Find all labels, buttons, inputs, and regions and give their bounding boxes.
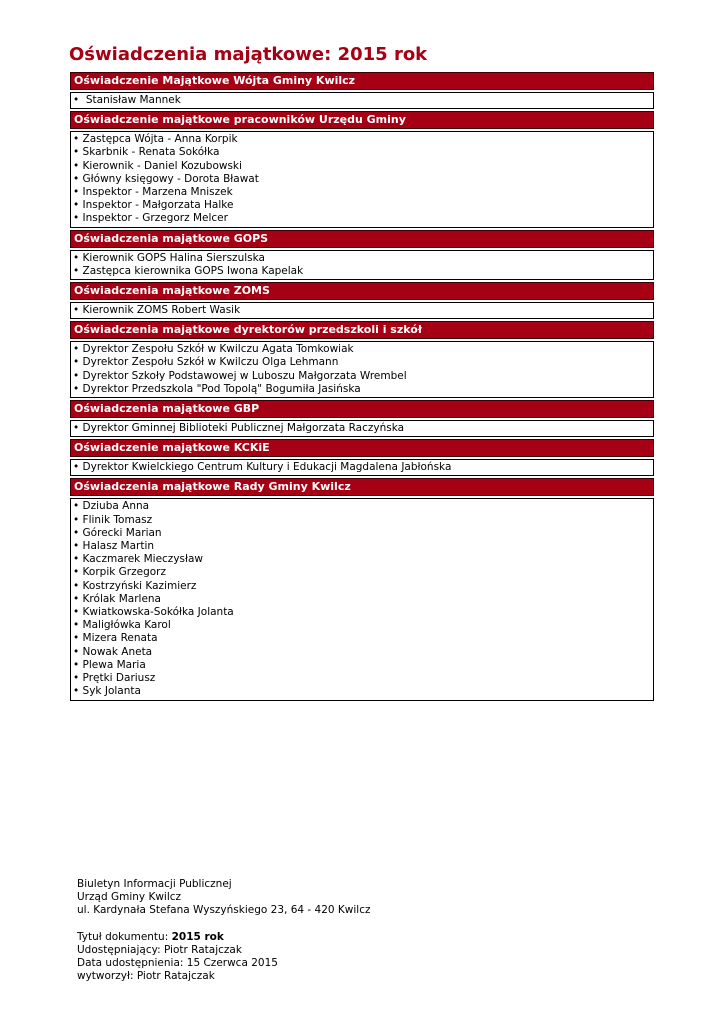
list-item[interactable]: [73, 186, 653, 199]
bullet: •: [73, 619, 80, 632]
bullet: •: [73, 369, 80, 382]
footer-shared-date: Data udostępnienia: 15 Czerwca 2015: [77, 957, 278, 970]
footer-address: ul. Kardynała Stefana Wyszyńskiego 23, 64 - 420 Kwilcz: [77, 904, 371, 917]
section-zoms: [70, 282, 654, 319]
footer-doc-title-value: 2015 rok: [171, 930, 224, 943]
list-item[interactable]: [73, 94, 653, 107]
section-rada-gminy: [70, 478, 654, 700]
section-gops: [70, 230, 654, 280]
list-item[interactable]: [73, 672, 653, 685]
bullet: •: [73, 94, 80, 106]
section-dyrektorzy-szkol: [70, 321, 654, 398]
section-kckie: [70, 439, 654, 476]
list-item-label: Kaczmarek Mieczysław: [82, 553, 204, 566]
section-body: [70, 92, 654, 109]
list-item[interactable]: [73, 383, 653, 396]
bullet: •: [73, 382, 80, 395]
section-body: [70, 302, 654, 319]
section-wojt: [70, 72, 654, 109]
list-item-label: Prętki Dariusz: [82, 672, 156, 685]
section-gbp: [70, 400, 654, 437]
section-header: Oświadczenia majątkowe dyrektorów przedszkoli i szkół: [70, 321, 654, 339]
bullet: •: [73, 500, 80, 513]
list-item[interactable]: [73, 422, 653, 435]
list-item-label: Skarbnik - Renata Sokółka: [82, 146, 220, 159]
list-item[interactable]: [73, 646, 653, 659]
list-item[interactable]: [73, 265, 653, 278]
list-item-label: Dyrektor Zespołu Szkół w Kwilczu Olga Lehmann: [82, 356, 339, 369]
declarations-list: [70, 72, 654, 703]
section-header: Oświadczenia majątkowe GOPS: [70, 230, 654, 248]
bullet: •: [73, 513, 80, 526]
bullet: •: [73, 264, 80, 277]
section-body: [70, 250, 654, 280]
list-item-label: Dyrektor Zespołu Szkół w Kwilczu Agata Tomkowiak: [82, 343, 354, 356]
bullet: •: [73, 304, 80, 317]
bullet: •: [73, 672, 80, 685]
section-header: Oświadczenie Majątkowe Wójta Gminy Kwilcz: [70, 72, 654, 90]
section-body: [70, 420, 654, 437]
list-item-label: Inspektor - Grzegorz Melcer: [82, 212, 228, 225]
footer-shared-by: Udostępniający: Piotr Ratajczak: [77, 943, 242, 956]
list-item-label: Korpik Grzegorz: [82, 566, 166, 579]
bullet: •: [73, 356, 80, 369]
list-item[interactable]: [73, 304, 653, 317]
page-title: Oświadczenia majątkowe: 2015 rok: [69, 44, 428, 65]
bullet: •: [73, 632, 80, 645]
list-item-label: Zastępca kierownika GOPS Iwona Kapelak: [82, 264, 304, 277]
bullet: •: [73, 199, 80, 212]
bullet: •: [73, 606, 80, 619]
list-item-label: Mizera Renata: [82, 632, 158, 645]
list-item[interactable]: [73, 199, 653, 212]
section-body: [70, 131, 654, 227]
list-item-label: Dyrektor Szkoły Podstawowej w Luboszu Małgorzata Wrembel: [82, 369, 407, 382]
list-item[interactable]: [73, 580, 653, 593]
section-header: Oświadczenie majątkowe KCKiE: [70, 439, 654, 457]
list-item-label: Dyrektor Kwielckiego Centrum Kultury i Edukacji Magdalena Jabłońska: [82, 461, 452, 474]
list-item-label: Plewa Maria: [82, 658, 146, 671]
list-item-label: Królak Marlena: [82, 592, 161, 605]
list-item[interactable]: [73, 252, 653, 265]
list-item[interactable]: [73, 659, 653, 672]
list-item[interactable]: [73, 370, 653, 383]
list-item-label: Halasz Martin: [82, 540, 155, 553]
bullet: •: [73, 159, 80, 172]
list-item[interactable]: [73, 212, 653, 225]
list-item-label: Dyrektor Gminnej Biblioteki Publicznej Małgorzata Raczyńska: [82, 422, 405, 435]
list-item[interactable]: [73, 593, 653, 606]
document-footer: [77, 878, 371, 983]
list-item-label: Kierownik - Daniel Kozubowski: [82, 159, 242, 172]
list-item-label: Kierownik ZOMS Robert Wasik: [82, 304, 241, 317]
list-item-label: Główny księgowy - Dorota Bławat: [82, 172, 259, 185]
bullet: •: [73, 685, 80, 698]
list-item[interactable]: [73, 343, 653, 356]
list-item-label: Stanisław Mannek: [85, 94, 181, 106]
bullet: •: [73, 526, 80, 539]
bullet: •: [73, 133, 80, 146]
bullet: •: [73, 540, 80, 553]
bullet: •: [73, 146, 80, 159]
bullet: •: [73, 343, 80, 356]
bullet: •: [73, 579, 80, 592]
list-item[interactable]: [73, 133, 653, 146]
list-item[interactable]: [73, 146, 653, 159]
list-item-label: Maligłówka Karol: [82, 619, 171, 632]
section-header: Oświadczenia majątkowe GBP: [70, 400, 654, 418]
footer-doc-title: [77, 931, 371, 944]
bullet: •: [73, 645, 80, 658]
list-item-label: Flinik Tomasz: [82, 513, 153, 526]
list-item-label: Górecki Marian: [82, 526, 162, 539]
list-item-label: Nowak Aneta: [82, 645, 153, 658]
section-header: Oświadczenia majątkowe ZOMS: [70, 282, 654, 300]
section-urzad-gminy: [70, 111, 654, 227]
list-item-label: Kostrzyński Kazimierz: [82, 579, 197, 592]
list-item[interactable]: [73, 173, 653, 186]
footer-doc-title-label: Tytuł dokumentu:: [77, 930, 172, 943]
bullet: •: [73, 186, 80, 199]
list-item-label: Kierownik GOPS Halina Sierszulska: [82, 251, 265, 264]
list-item-label: Inspektor - Marzena Mniszek: [82, 186, 233, 199]
footer-created-by: wytworzył: Piotr Ratajczak: [77, 970, 215, 983]
list-item[interactable]: [73, 606, 653, 619]
section-body: [70, 341, 654, 398]
bullet: •: [73, 212, 80, 225]
list-item-label: Kwiatkowska-Sokółka Jolanta: [82, 606, 234, 619]
list-item[interactable]: [73, 514, 653, 527]
list-item[interactable]: [73, 527, 653, 540]
section-header: Oświadczenie majątkowe pracowników Urzędu Gminy: [70, 111, 654, 129]
list-item-label: Zastępca Wójta - Anna Korpik: [82, 133, 238, 146]
list-item-label: Syk Jolanta: [82, 685, 141, 698]
list-item[interactable]: [73, 566, 653, 579]
section-header: Oświadczenia majątkowe Rady Gminy Kwilcz: [70, 478, 654, 496]
list-item[interactable]: [73, 356, 653, 369]
list-item[interactable]: [73, 619, 653, 632]
list-item[interactable]: [73, 553, 653, 566]
bullet: •: [73, 461, 80, 474]
list-item-label: Inspektor - Małgorzata Halke: [82, 199, 234, 212]
list-item-label: Dziuba Anna: [82, 500, 150, 513]
list-item-label: Dyrektor Przedszkola "Pod Topolą" Bogumiła Jasińska: [82, 382, 361, 395]
bullet: •: [73, 172, 80, 185]
section-body: [70, 498, 654, 700]
footer-office: Urząd Gminy Kwilcz: [77, 891, 182, 904]
bullet: •: [73, 553, 80, 566]
bullet: •: [73, 251, 80, 264]
bullet: •: [73, 422, 80, 435]
bullet: •: [73, 566, 80, 579]
bullet: •: [73, 592, 80, 605]
list-item[interactable]: [73, 632, 653, 645]
bullet: •: [73, 658, 80, 671]
list-item[interactable]: [73, 500, 653, 513]
list-item[interactable]: [73, 461, 653, 474]
footer-publisher: Biuletyn Informacji Publicznej: [77, 878, 232, 890]
list-item[interactable]: [73, 540, 653, 553]
list-item[interactable]: [73, 685, 653, 698]
list-item[interactable]: [73, 160, 653, 173]
footer-spacer: [77, 918, 371, 931]
section-body: [70, 459, 654, 476]
